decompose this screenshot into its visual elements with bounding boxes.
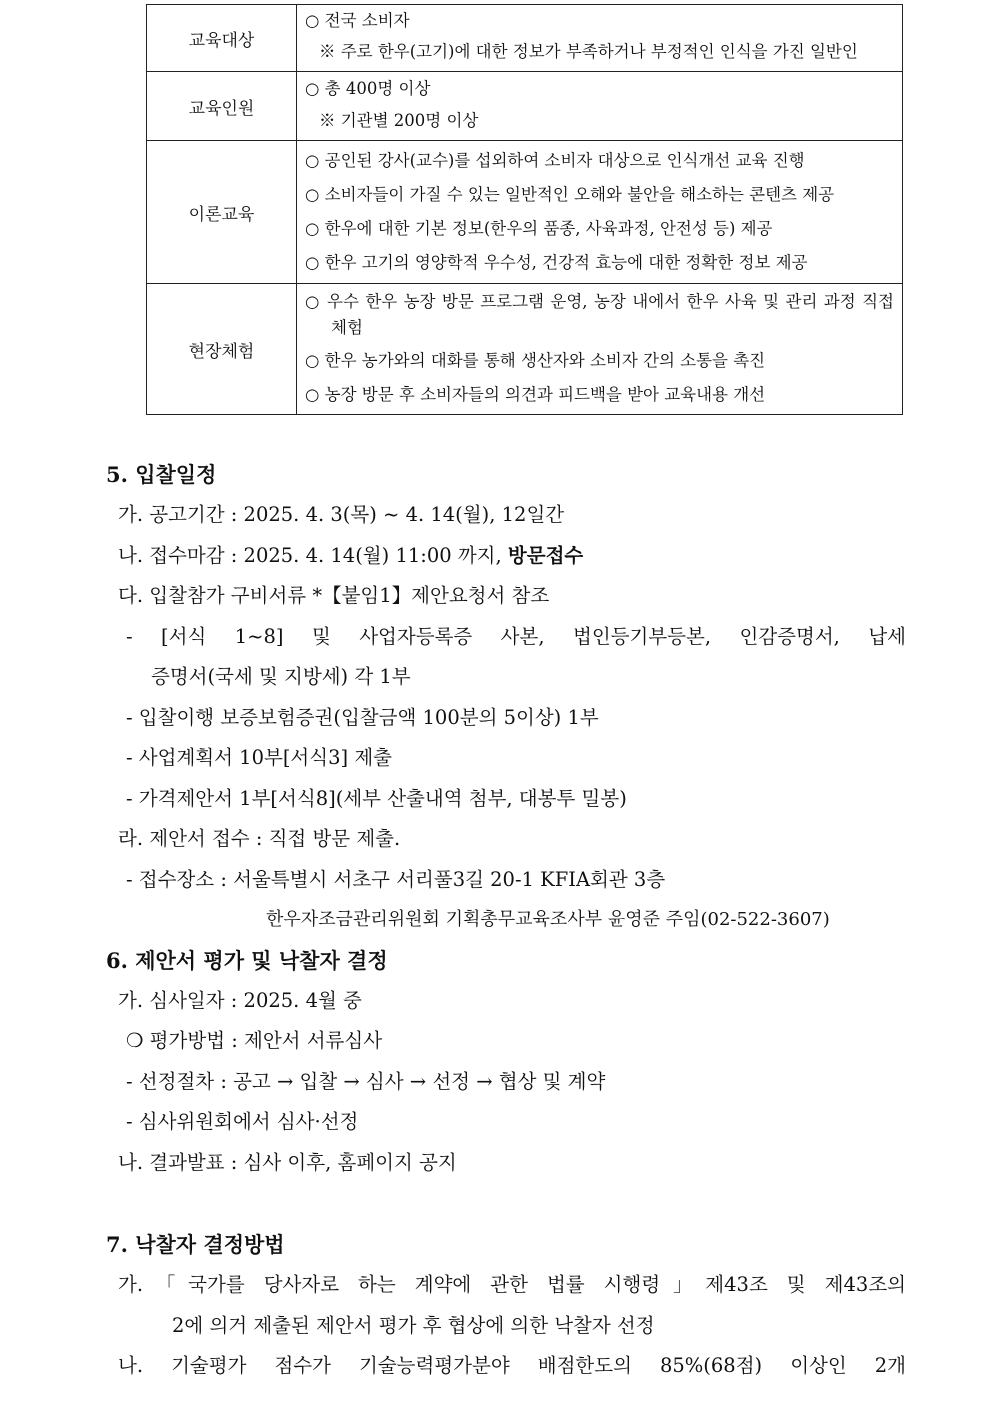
list-item-continuation: 2에 의거 제출된 제안서 평가 후 협상에 의한 낙찰자 선정 <box>172 1313 655 1337</box>
list-item <box>106 536 906 577</box>
section-title: 7. 낙찰자 결정방법 <box>106 1232 285 1257</box>
item-text: 나. 접수마감 : 2025. 4. 14(월) 11:00 까지, <box>118 543 508 567</box>
list-item: 다. 입찰참가 구비서류 *【붙임1】제안요청서 참조 <box>118 584 550 607</box>
list-item: - 심사위원회에서 심사·선정 <box>126 1110 359 1133</box>
emphasis-text: 방문접수 <box>507 543 584 567</box>
list-item: ❍ 평가방법 : 제안서 서류심사 <box>126 1029 383 1052</box>
contact-line: 한우자조금관리위원회 기획총무교육조사부 윤영준 주임(02-522-3607) <box>266 909 830 930</box>
list-item: 가.「국가를 당사자로 하는 계약에 관한 법률 시행령」제43조 및 제43조의 <box>118 1273 906 1296</box>
list-item: 나. 기술평가 점수가 기술능력평가분야 배점한도의 85%(68점) 이상인 2개 <box>118 1354 906 1377</box>
list-item: 가. 공고기간 : 2025. 4. 3(목) ~ 4. 14(월), 12일간 <box>118 503 565 526</box>
row-content <box>297 72 903 141</box>
table-row <box>147 72 903 141</box>
item-text: ○ 한우에 대한 기본 정보(한우의 품종, 사육과정, 안전성 등) 제공 <box>305 219 773 238</box>
item-text: ○ 우수 한우 농장 방문 프로그램 운영, 농장 내에서 한우 사육 및 관리 과정 직접 체험 <box>305 292 894 337</box>
item-text: ○ 농장 방문 후 소비자들의 의견과 피드백을 받아 교육내용 개선 <box>305 385 766 404</box>
list-item: - 입찰이행 보증보험증권(입찰금액 100분의 5이상) 1부 <box>126 705 599 729</box>
section-title: 5. 입찰일정 <box>106 462 217 487</box>
item-text: ○ 총 400명 이상 <box>305 79 431 98</box>
item-text: ○ 한우 고기의 영양학적 우수성, 건강적 효능에 대한 정확한 정보 제공 <box>305 253 808 272</box>
spacer <box>106 1183 906 1225</box>
list-item: - 접수장소 : 서울특별시 서초구 서리풀3길 20-1 KFIA회관 3층 <box>126 867 666 891</box>
list-item: 라. 제안서 접수 : 직접 방문 제출. <box>118 827 401 850</box>
table-row <box>147 5 903 72</box>
list-item: 가. 심사일자 : 2025. 4월 중 <box>118 988 362 1012</box>
document-body <box>106 455 906 1387</box>
row-header: 교육대상 <box>147 5 297 72</box>
row-header: 교육인원 <box>147 72 297 141</box>
list-item: - 선정절차 : 공고 → 입찰 → 심사 → 선정 → 협상 및 계약 <box>126 1069 606 1093</box>
row-content <box>297 141 903 284</box>
note-text: ※ 기관별 200명 이상 <box>319 111 479 130</box>
list-item: - 가격제안서 1부[서식8](세부 산출내역 첨부, 대봉투 밀봉) <box>126 786 627 810</box>
item-text: ○ 공인된 강사(교수)를 섭외하여 소비자 대상으로 인식개선 교육 진행 <box>305 151 805 170</box>
row-header: 현장체험 <box>147 284 297 415</box>
table-row <box>147 284 903 415</box>
item-text: ○ 전국 소비자 <box>305 11 410 30</box>
row-content <box>297 284 903 415</box>
list-item: - [서식 1~8] 및 사업자등록증 사본, 법인등기부등본, 인감증명서, 납세 <box>126 624 906 648</box>
item-text: ○ 한우 농가와의 대화를 통해 생산자와 소비자 간의 소통을 촉진 <box>305 351 766 370</box>
row-header: 이론교육 <box>147 141 297 284</box>
list-item-continuation: 증명서(국세 및 지방세) 각 1부 <box>151 665 411 688</box>
list-item: - 사업계획서 10부[서식3] 제출 <box>126 746 392 769</box>
list-item: 나. 결과발표 : 심사 이후, 홈페이지 공지 <box>118 1150 457 1174</box>
row-content <box>297 5 903 72</box>
table-row <box>147 141 903 284</box>
education-table <box>146 4 903 415</box>
note-text: ※ 주로 한우(고기)에 대한 정보가 부족하거나 부정적인 인식을 가진 일반인 <box>319 42 858 61</box>
item-text: ○ 소비자들이 가질 수 있는 일반적인 오해와 불안을 해소하는 콘텐츠 제공 <box>305 185 835 204</box>
section-title: 6. 제안서 평가 및 낙찰자 결정 <box>106 947 388 973</box>
